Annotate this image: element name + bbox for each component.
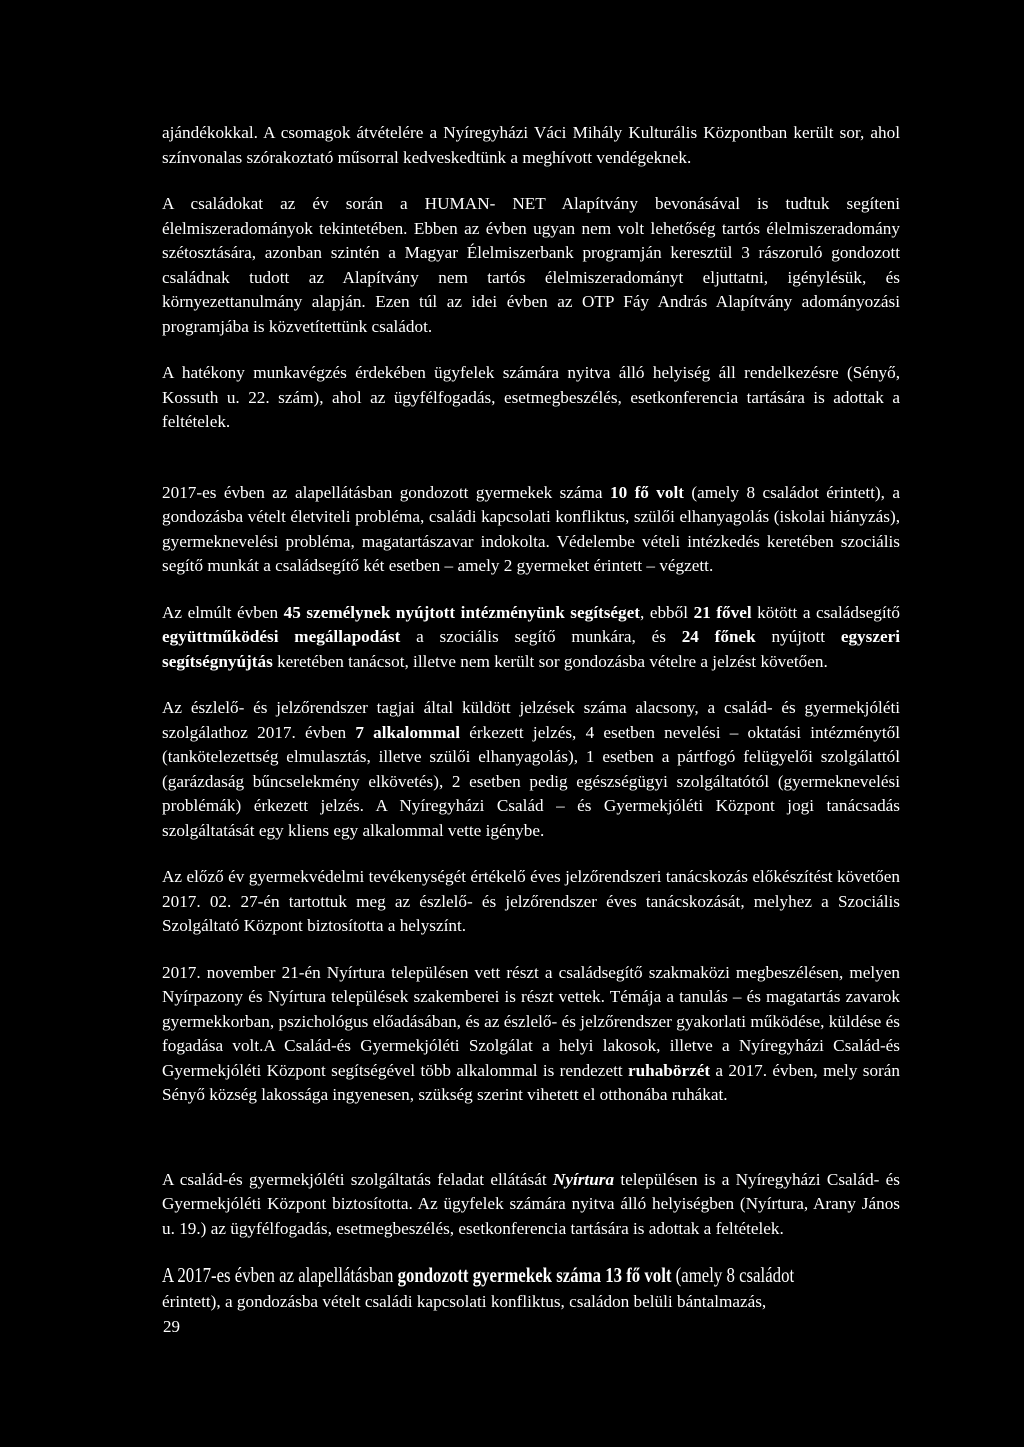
text-run: 2017-es évben az alapellátásban gondozott gyermekek száma <box>162 482 610 502</box>
page-number: 29 <box>163 1317 180 1336</box>
bold-text: 10 fő volt <box>609 482 684 502</box>
text-run: településen is a Nyíregyházi Család- és Gyermekjóléti Központ biztosította. Az ügyfelek számára nyitva álló helyiségben (Nyírtura, Arany János u. 19.) az ügyfélfogadás, esetmegbeszélés, esetkonferencia tartására is adottak a feltételek. <box>162 1169 900 1238</box>
text-run: kötött a családsegítő <box>751 602 900 622</box>
text-run: A hatékony munkavégzés érdekében ügyfelek számára nyitva álló helyiség áll rendelkezésre (Sényő, Kossuth u. 22. szám), ahol az ügyfélfogadás, esetmegbeszélés, esetkonferencia tartására is adottak a feltételek. <box>162 363 900 431</box>
paragraph-meeting <box>162 961 900 1108</box>
bold-text: ruhabörzét <box>627 1060 711 1080</box>
bold-text: 21 fővel <box>693 602 752 622</box>
text-run: , ebből <box>639 602 694 622</box>
bold-text: együttműködési megállapodást <box>162 627 401 646</box>
paragraph-signals <box>162 696 900 843</box>
text-run: (amely 8 családot érintett), a gondozásba vételt életviteli probléma, családi kapcsolati konfliktus, szülői elhanyagolás (iskolai hiányzás), gyermeknevelési probléma, magatartászavar indokolta. Védelembe vételi intézkedés keretében szociális segítő munkát a családsegítő két esetben – amely 2 gyermeket érintett – végzett. <box>162 482 900 575</box>
paragraph-office <box>162 361 900 435</box>
bold-text: 45 személynek nyújtott intézményünk segítséget <box>283 602 640 622</box>
text-run: A családokat az év során a HUMAN- NET Alapítvány bevonásával is tudtuk segíteni élelmiszeradományok tekintetében. Ebben az évben ugyan nem volt lehetőség tartós élelmiszeradomány szétosztására, azonban szintén a Magyar Élelmiszerbank programján keresztül 3 rászoruló gondozott családnak tudott az Alapítvány nem tartós élelmiszeradományt eljuttatni, igénylésük, és környezettanulmány alapján. Ezen túl az idei évben az OTP Fáy András Alapítvány adományozási programjába is közvetítettünk családot. <box>162 194 900 336</box>
text-run: Az elmúlt évben <box>162 602 284 622</box>
bold-text: 24 főnek <box>681 627 756 646</box>
text-run: (amely 8 családot <box>671 1263 795 1287</box>
text-run: A 2017-es évben az alapellátásban <box>162 1263 398 1287</box>
paragraph-food-donations <box>162 192 900 339</box>
paragraph-gifts <box>162 121 900 170</box>
emphasis-text: Nyírtura <box>552 1169 615 1189</box>
text-run: Az észlelő- és jelzőrendszer tagjai által küldött jelzések száma alacsony, a család- és gyermekjóléti szolgálathoz 2017. évben <box>162 698 900 742</box>
text-run: nyújtott <box>755 627 841 646</box>
bold-text: 7 alkalommal <box>355 722 461 742</box>
bold-text: egyszeri segítségnyújtás <box>162 627 900 671</box>
document-body <box>162 121 900 1314</box>
paragraph-conference <box>162 865 900 939</box>
paragraph-nyirtura-children <box>162 1263 900 1314</box>
condensed-lead-line <box>162 1263 898 1288</box>
text-run: ajándékokkal. A csomagok átvételére a Nyíregyházi Váci Mihály Kulturális Központban került sor, ahol színvonalas szórakoztató műsorral kedveskedtünk a meghívott vendégeknek. <box>162 123 900 167</box>
paragraph-children-care <box>162 481 900 579</box>
bold-text: gondozott gyermekek száma 13 fő volt <box>397 1263 672 1287</box>
text-run: érkezett jelzés, 4 esetben nevelési – oktatási intézménytől (tankötelezettség elmulasztás, illetve szülői elhanyagolás), 1 esetben a pártfogó felügyelői szolgálattól (garázdaság bűncselekmény elkövetés), 2 esetben pedig egészségügyi szolgáltatótól (gyermeknevelési problémák) érkezett jelzés. A Nyíregyházi Család – és Gyermekjóléti Központ jogi tanácsadás szolgáltatását egy kliens egy alkalommal vette igénybe. <box>162 722 900 840</box>
text-run: Az előző év gyermekvédelmi tevékenységét értékelő éves jelzőrendszeri tanácskozás előkészítést követően 2017. 02. 27-én tartottuk meg az észlelő- és jelzőrendszer éves tanácskozását, melyhez a Szociális Szolgáltató Központ biztosította a helyszínt. <box>162 867 900 935</box>
text-run: a 2017. évben, mely során Sényő község lakossága ingyenesen, szükség szerint vihetett el otthonába ruhákat. <box>162 1060 900 1104</box>
text-run: keretében tanácsot, illetve nem került sor gondozásba vételre a jelzést követően. <box>272 651 828 671</box>
text-run: a szociális segítő munkára, és <box>400 627 682 646</box>
paragraph-continuation: érintett), a gondozásba vételt családi kapcsolati konfliktus, családon belüli bántalmazás, <box>162 1291 767 1311</box>
paragraph-assistance <box>162 601 900 675</box>
paragraph-nyirtura <box>162 1168 900 1242</box>
bold-text <box>553 1170 614 1189</box>
text-run: 2017. november 21-én Nyírtura településen vett részt a családsegítő szakmaközi megbeszélésen, melyen Nyírpazony és Nyírtura települések szakemberei is részt vettek. Témája a tanulás – és magatartás zavarok gyermekkorban, pszichológus előadásában, és az észlelő- és jelzőrendszer gyakorlati működése, küldése és fogadása volt.A Család-és Gyermekjóléti Szolgálat a helyi lakosok, illetve a Nyíregyházi Család-és Gyermekjóléti Központ segítségével több alkalommal is rendezett <box>162 962 900 1080</box>
text-run: A család-és gyermekjóléti szolgáltatás feladat ellátását <box>162 1169 553 1189</box>
